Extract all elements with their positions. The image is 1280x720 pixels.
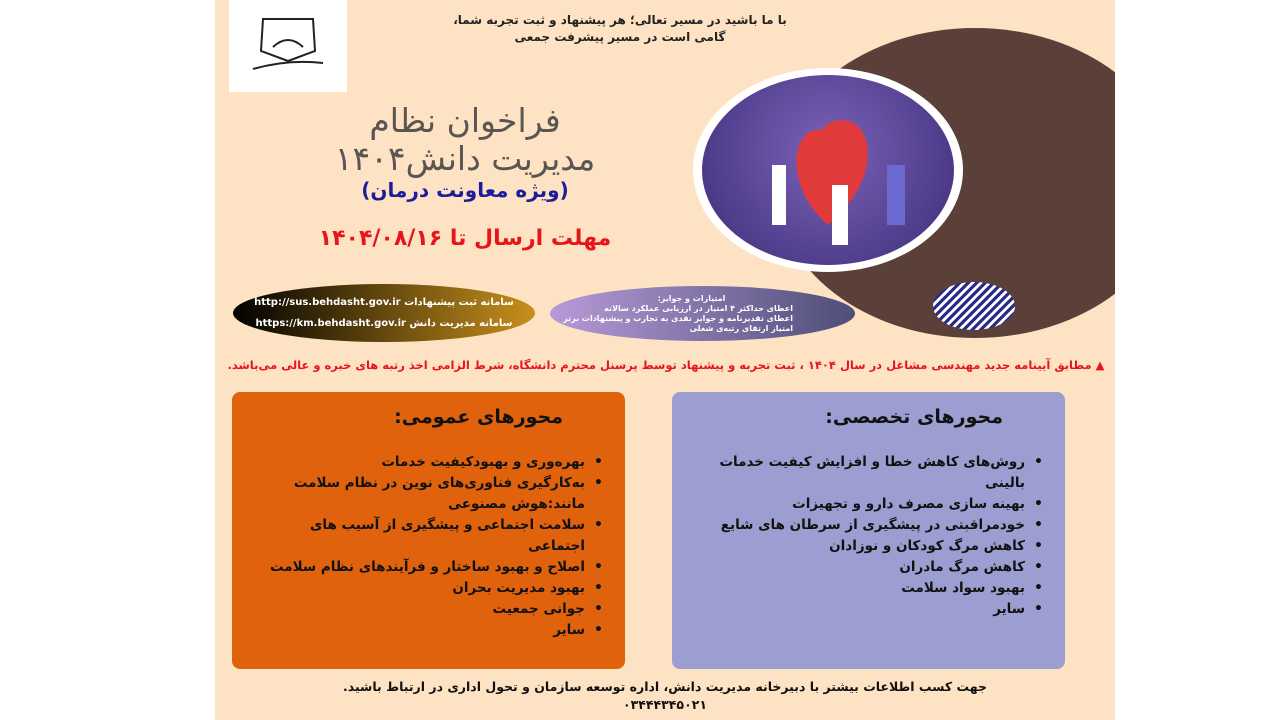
general-topics-heading: محورهای عمومی: — [394, 406, 563, 428]
contact-text: جهت کسب اطلاعات بیشتر با دبیرخانه مدیریت دانش، اداره توسعه سازمان و تحول اداری در ارتباط باشید. — [342, 679, 987, 694]
list-item: • خودمراقبتی در پیشگیری از سرطان های شایع — [690, 515, 1025, 536]
list-item: • اصلاح و بهبود ساختار و فرآیندهای نظام سلامت — [250, 557, 585, 578]
book-emblem-icon — [243, 11, 333, 81]
reward-item: امتیاز ارتقای رتبه‌ی شغلی — [689, 323, 793, 333]
deadline: مهلت ارسال تا ۱۴۰۴/۰۸/۱۶ — [318, 226, 612, 251]
list-item: • بهبود سواد سلامت — [690, 578, 1025, 599]
list-item: • کاهش مرگ کودکان و نوزادان — [690, 536, 1025, 557]
list-item: • بهینه سازی مصرف دارو و تجهیزات — [690, 494, 1025, 515]
striped-decoration — [933, 282, 1015, 330]
tagline — [365, 12, 875, 46]
list-item: • سایر — [690, 599, 1025, 620]
specialized-topics-box — [672, 392, 1065, 669]
contact-footer — [215, 678, 1115, 714]
systems-links — [233, 284, 535, 342]
list-item: • روش‌های کاهش خطا و افزایش کیفیت خدمات بالینی — [690, 452, 1025, 494]
reward-item: اعطای تقدیرنامه و جوایز نقدی به تجارب و پیشنهادات برتر — [563, 313, 793, 323]
poster-title — [255, 102, 675, 178]
list-item: • جوانی جمعیت — [250, 599, 585, 620]
rewards-heading: امتیازات و جوایز: — [657, 293, 726, 303]
suggestion-system-link[interactable]: سامانه ثبت پیشنهادات http://sus.behdasht.gov.ir — [254, 297, 514, 308]
regulation-notice: ▲ مطابق آیینامه جدید مهندسی مشاغل در سال ۱۴۰۴ ، ثبت تجربه و پیشنهاد توسط پرسنل محترم دانشگاه، شرط الزامی اخذ رتبه های خبره و عالی می‌باشد. — [227, 358, 1105, 372]
rewards-panel — [550, 286, 855, 341]
list-item: • بهره‌وری و بهبودکیفیت خدمات — [250, 452, 585, 473]
contact-phone: ۰۳۴۴۴۳۴۵۰۲۱ — [623, 697, 707, 712]
poster — [215, 0, 1115, 720]
tagline-line: گامی است در مسیر پیشرفت جمعی — [514, 30, 726, 44]
list-item: • سلامت اجتماعی و پیشگیری از آسیب های اجتماعی — [250, 515, 585, 557]
title-line: فراخوان نظام — [369, 101, 561, 140]
title-line: مدیریت دانش۱۴۰۴ — [334, 139, 596, 178]
heart-illustration — [693, 68, 963, 272]
specialized-topics-heading: محورهای تخصصی: — [825, 406, 1003, 428]
list-item: • به‌کارگیری فناوری‌های نوین در نظام سلامت مانند:هوش مصنوعی — [250, 473, 585, 515]
reward-item: اعطای حداکثر ۴ امتیاز در ارزیابی عملکرد سالانه — [604, 303, 793, 313]
university-logo — [229, 0, 347, 92]
list-item: • بهبود مدیریت بحران — [250, 578, 585, 599]
list-item: • سایر — [250, 620, 585, 641]
list-item: • کاهش مرگ مادران — [690, 557, 1025, 578]
poster-subtitle: (ویژه معاونت درمان) — [361, 178, 569, 202]
knowledge-system-link[interactable]: سامانه مدیریت دانش https://km.behdasht.gov.ir — [255, 318, 513, 329]
tagline-line: با ما باشید در مسیر تعالی؛ هر پیشنهاد و ثبت تجربه شما، — [453, 13, 787, 27]
general-topics-box — [232, 392, 625, 669]
heart-icon — [702, 75, 954, 265]
